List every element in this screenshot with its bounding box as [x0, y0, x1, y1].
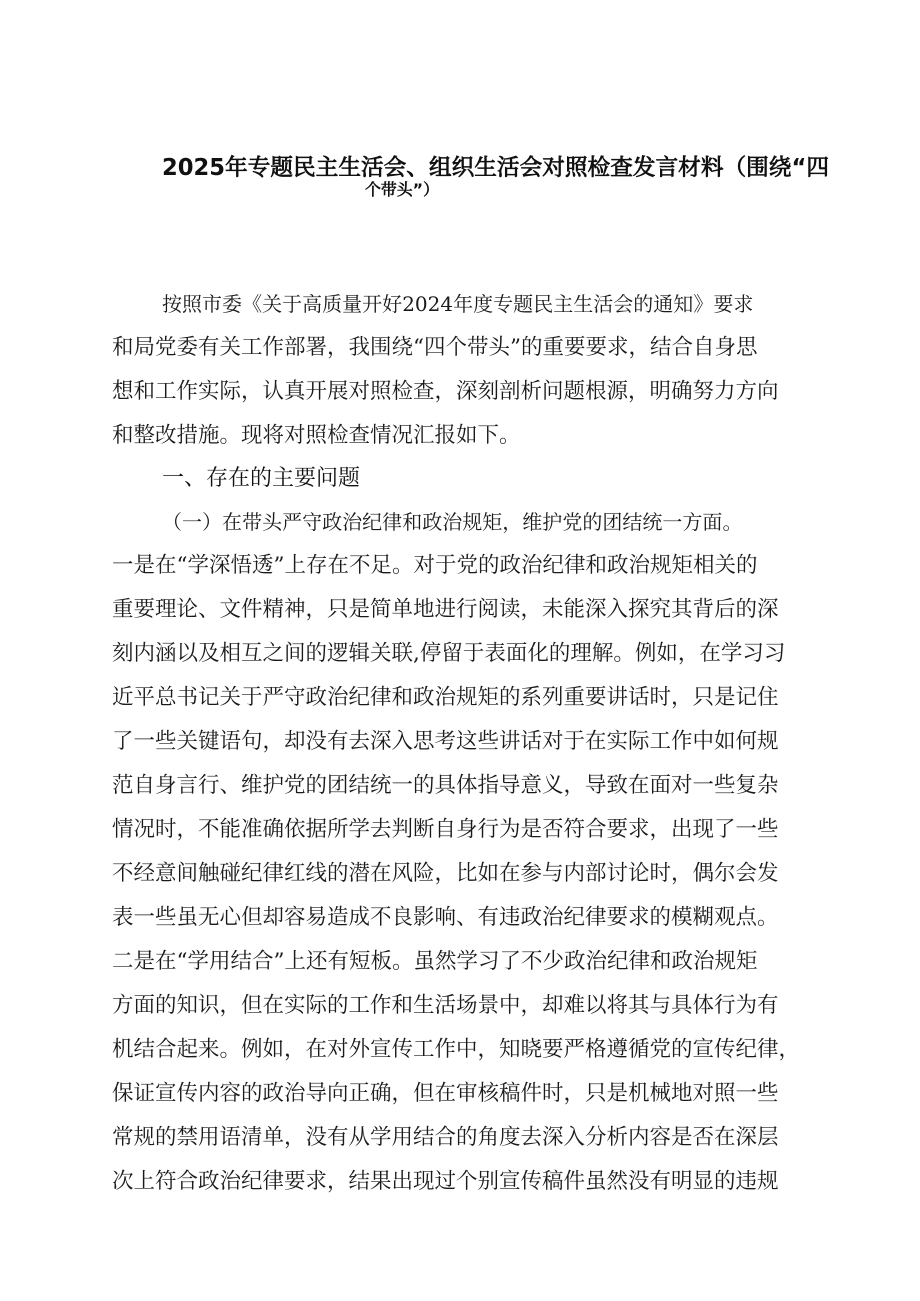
body-line-7: 范自身言行、维护党的团结统一的具体指导意义，导致在面对一些复杂: [112, 773, 779, 798]
body-line-8: 情况时，不能准确依据所学去判断自身行为是否符合要求，出现了一些: [112, 817, 779, 842]
body-line-2: 一是在“学深悟透”上存在不足。对于党的政治纪律和政治规矩相关的: [112, 553, 758, 578]
document-title-line-1: 2025年专题民主生活会、组织生活会对照检查发言材料（围绕“四: [162, 155, 830, 181]
intro-line-2: 和局党委有关工作部署，我围绕“四个带头”的重要要求，结合自身思: [112, 335, 758, 360]
body-line-6: 了一些关键语句，却没有去深入思考这些讲话对于在实际工作中如何规: [112, 729, 779, 754]
intro-line-4: 和整改措施。现将对照检查情况汇报如下。: [112, 423, 521, 448]
intro-line-1: 按照市委《关于高质量开好2024年度专题民主生活会的通知》要求: [162, 292, 754, 316]
document-title-line-2: 个带头”）: [365, 180, 440, 199]
body-line-13: 机结合起来。例如，在对外宣传工作中，知晓要严格遵循党的宣传纪律，: [112, 1037, 801, 1062]
body-line-14: 保证宣传内容的政治导向正确，但在审核稿件时，只是机械地对照一些: [112, 1081, 779, 1106]
body-line-10: 表一些虽无心但却容易造成不良影响、有违政治纪律要求的模糊观点。: [112, 905, 779, 930]
body-line-15: 常规的禁用语清单，没有从学用结合的角度去深入分析内容是否在深层: [112, 1125, 779, 1150]
body-line-4: 刻内涵以及相互之间的逻辑关联,停留于表面化的理解。例如，在学习习: [112, 641, 786, 666]
body-line-5: 近平总书记关于严守政治纪律和政治规矩的系列重要讲话时，只是记住: [112, 685, 779, 710]
body-line-3: 重要理论、文件精神，只是简单地进行阅读，未能深入探究其背后的深: [112, 597, 779, 622]
intro-line-3: 想和工作实际，认真开展对照检查，深刻剖析问题根源，明确努力方向: [112, 379, 779, 404]
body-line-9: 不经意间触碰纪律红线的潜在风险，比如在参与内部讨论时，偶尔会发: [112, 861, 779, 886]
section-heading: 一、存在的主要问题: [162, 466, 361, 491]
body-line-11: 二是在“学用结合”上还有短板。虽然学习了不少政治纪律和政治规矩: [112, 949, 758, 974]
body-line-12: 方面的知识，但在实际的工作和生活场景中，却难以将其与具体行为有: [112, 993, 779, 1018]
body-line-16: 次上符合政治纪律要求，结果出现过个别宣传稿件虽然没有明显的违规: [112, 1169, 779, 1194]
body-line-1: （一）在带头严守政治纪律和政治规矩，维护党的团结统一方面。: [162, 510, 743, 534]
